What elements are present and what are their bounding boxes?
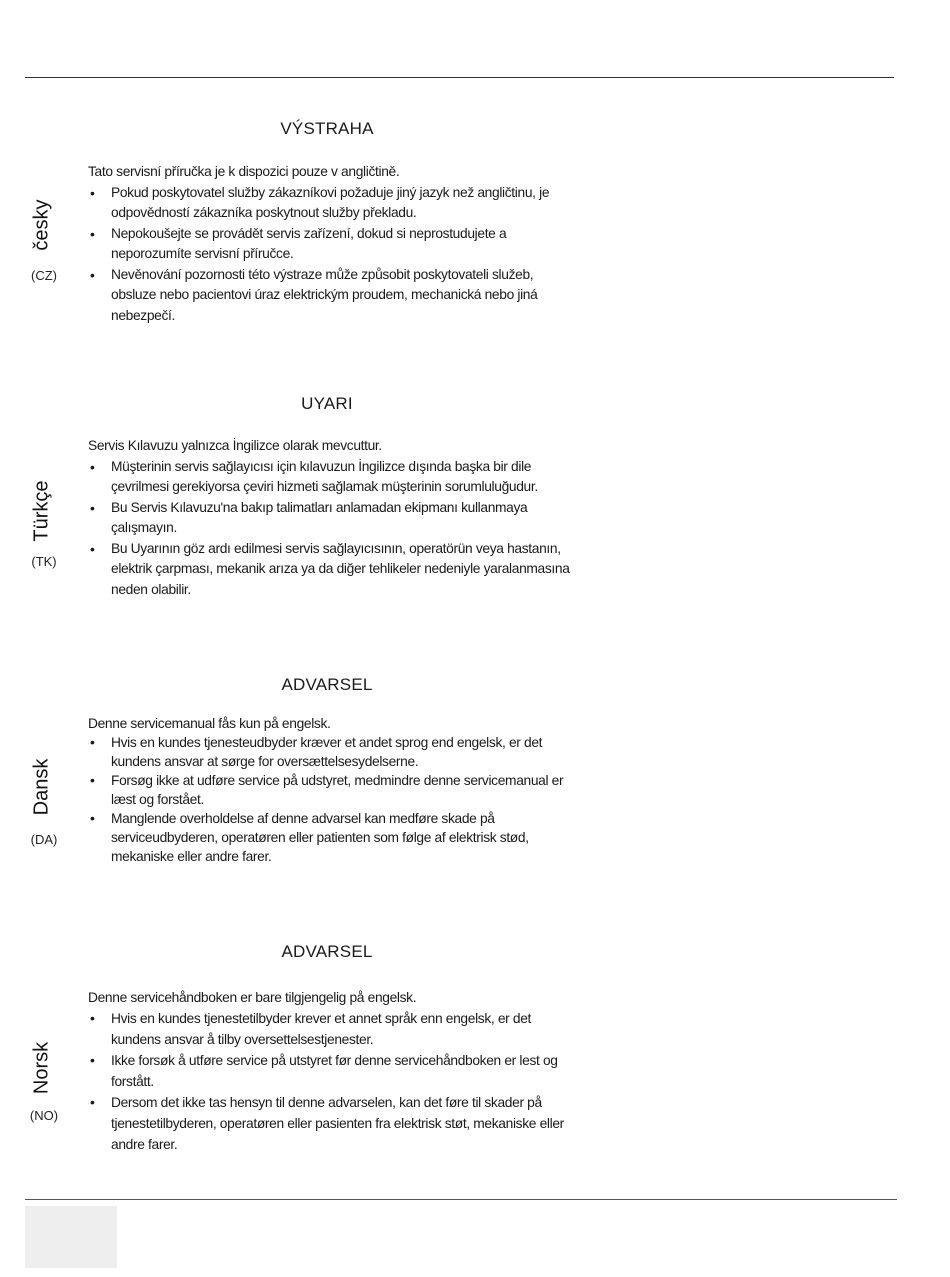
intro-text: Denne servicehåndboken er bare tilgjengelig på engelsk. [88,990,417,1005]
list-item: • Bu Uyarının göz ardı edilmesi servis sağlayıcısının, operatörün veya hastanın, elektrik çarpması, mekanik arıza ya da diğer tehlikeler nedeniyle yaralanmasına neden olabilir. [88,539,578,601]
bullet-list [88,457,578,601]
section-heading: ADVARSEL [281,675,373,694]
list-item: • Hvis en kundes tjenesteudbyder kræver et andet sprog end engelsk, er det kundens ansvar at sørge for oversættelsesydelserne. [88,733,578,771]
header-rule [25,77,894,78]
language-name: Türkçe [30,480,53,542]
list-item: • Ikke forsøk å utføre service på utstyret før denne servicehåndboken er lest og forstått. [88,1050,578,1092]
list-item: • Dersom det ikke tas hensyn til denne advarselen, kan det føre til skader på tjenestetilbyderen, operatøren eller pasienten fra elektrisk støt, mekaniske eller andre farer. [88,1092,578,1155]
list-item: • Nevěnování pozornosti této výstraze může způsobit poskytovateli služeb, obsluze nebo pacientovi úraz elektrickým proudem, mechanická nebo jiná nebezpečí. [88,265,578,327]
list-item: • Pokud poskytovatel služby zákazníkovi požaduje jiný jazyk než angličtinu, je odpovědností zákazníka poskytnout služby překladu. [88,183,578,224]
section-heading: UYARI [301,394,353,413]
intro-text: Tato servisní příručka je k dispozici pouze v angličtině. [88,164,400,179]
list-item: • Bu Servis Kılavuzu'na bakıp talimatları anlamadan ekipmanı kullanmaya çalışmayın. [88,498,578,539]
list-item: • Nepokoušejte se provádět servis zařízení, dokud si neprostudujete a neporozumíte servisní příručce. [88,224,578,265]
list-item: • Forsøg ikke at udføre service på udstyret, medmindre denne servicemanual er læst og forstået. [88,771,578,809]
language-code: (CZ) [31,268,57,283]
warning-body [88,162,578,326]
language-name: Norsk [30,1041,53,1095]
section-heading: ADVARSEL [281,942,373,961]
language-code: (DA) [30,832,58,847]
list-item: • Müşterinin servis sağlayıcısı için kılavuzun İngilizce dışında başka bir dile çevrilmesi gerekiyorsa çeviri hizmeti sağlamak müşterinin sorumluluğudur. [88,457,578,498]
language-code: (NO) [29,1108,59,1123]
list-item: • Hvis en kundes tjenestetilbyder krever et annet språk enn engelsk, er det kundens ansvar å tilby oversettelsestjenester. [88,1008,578,1050]
language-name: česky [30,199,53,251]
footer-rule [25,1199,897,1200]
bullet-list [88,183,578,327]
section-heading: VÝSTRAHA [280,119,374,138]
warning-body [88,436,578,600]
warning-body [88,987,578,1155]
language-code: (TK) [31,554,57,569]
warning-body [88,714,578,866]
list-item: • Manglende overholdelse af denne advarsel kan medføre skade på serviceudbyderen, operatøren eller patienten som følge af elektrisk stød, mekaniske eller andre farer. [88,809,578,866]
bullet-list [88,733,578,866]
language-name: Dansk [30,758,53,816]
footer-box [25,1206,117,1268]
bullet-list [88,1008,578,1155]
intro-text: Servis Kılavuzu yalnızca İngilizce olarak mevcuttur. [88,438,382,453]
intro-text: Denne servicemanual fås kun på engelsk. [88,716,331,731]
